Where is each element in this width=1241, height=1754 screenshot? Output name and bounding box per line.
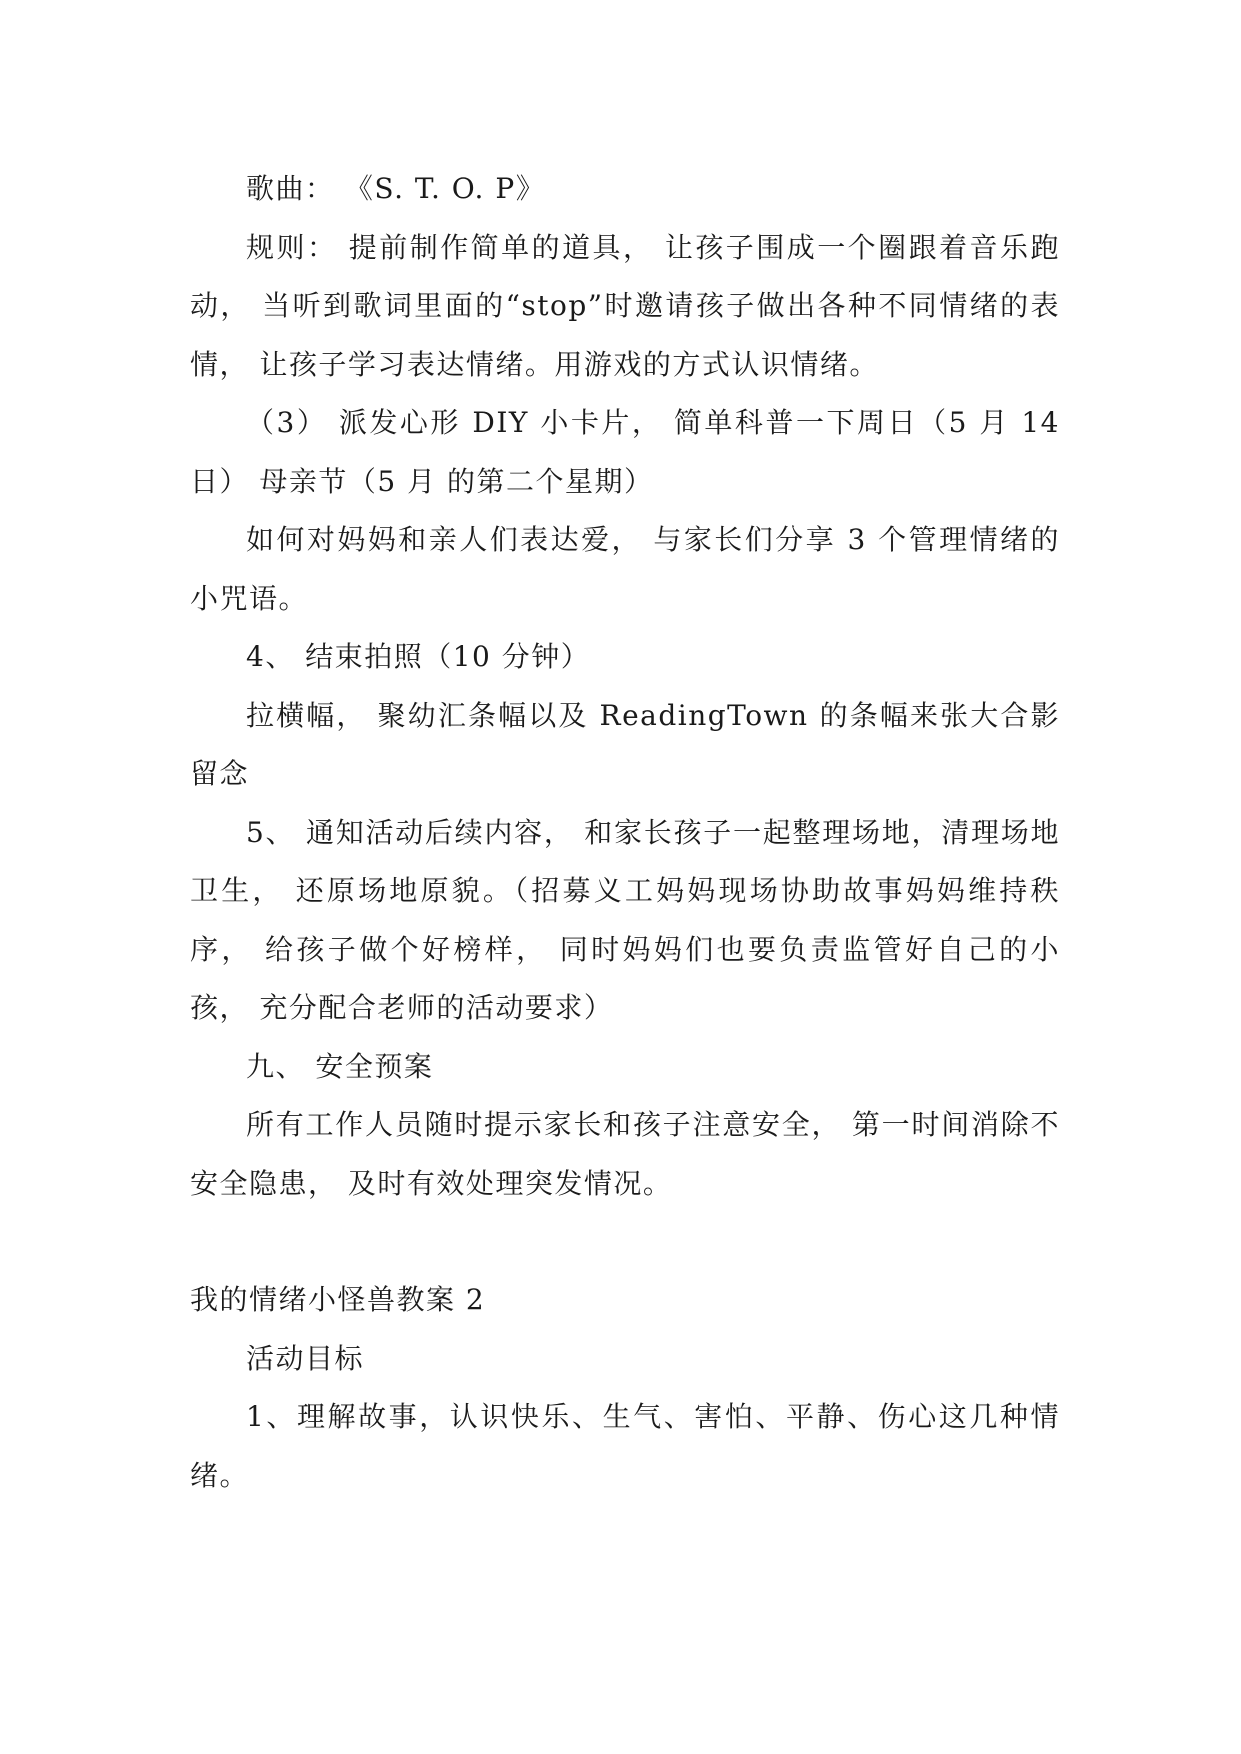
goals-heading: 活动目标 [246, 1341, 365, 1375]
song-line: 歌曲： 《S. T. O. P》 [246, 172, 546, 205]
safety-heading: 九、 安全预案 [246, 1049, 434, 1083]
card-paragraph: （3） 派发心形 DIY 小卡片， 简单科普一下周日（5 月 14 日） 母亲节（5 月 的第二个星期） [190, 406, 1060, 498]
section-title: 我的情绪小怪兽教案 2 [190, 1283, 486, 1316]
safety-paragraph: 所有工作人员随时提示家长和孩子注意安全， 第一时间消除不安全隐患， 及时有效处理突发情况。 [190, 1108, 1060, 1200]
photo-item: 4、 结束拍照（10 分钟） [246, 640, 591, 673]
document-body [190, 160, 1060, 1505]
love-paragraph: 如何对妈妈和亲人们表达爱， 与家长们分享 3 个管理情绪的小咒语。 [190, 523, 1060, 615]
rules-paragraph: 规则： 提前制作简单的道具， 让孩子围成一个圈跟着音乐跑动， 当听到歌词里面的“stop”时邀请孩子做出各种不同情绪的表情， 让孩子学习表达情绪。用游戏的方式认识情绪。 [190, 230, 1060, 381]
goal-item: 1、理解故事，认识快乐、生气、害怕、平静、伤心这几种情绪。 [190, 1400, 1060, 1492]
section-gap [190, 1213, 1060, 1271]
notice-paragraph: 5、 通知活动后续内容， 和家长孩子一起整理场地，清理场地卫生， 还原场地原貌。（招募义工妈妈现场协助故事妈妈维持秩序， 给孩子做个好榜样， 同时妈妈们也要负责监管好自己的小孩， 充分配合老师的活动要求） [190, 815, 1060, 1024]
banner-paragraph: 拉横幅， 聚幼汇条幅以及 ReadingTown 的条幅来张大合影留念 [190, 698, 1060, 790]
